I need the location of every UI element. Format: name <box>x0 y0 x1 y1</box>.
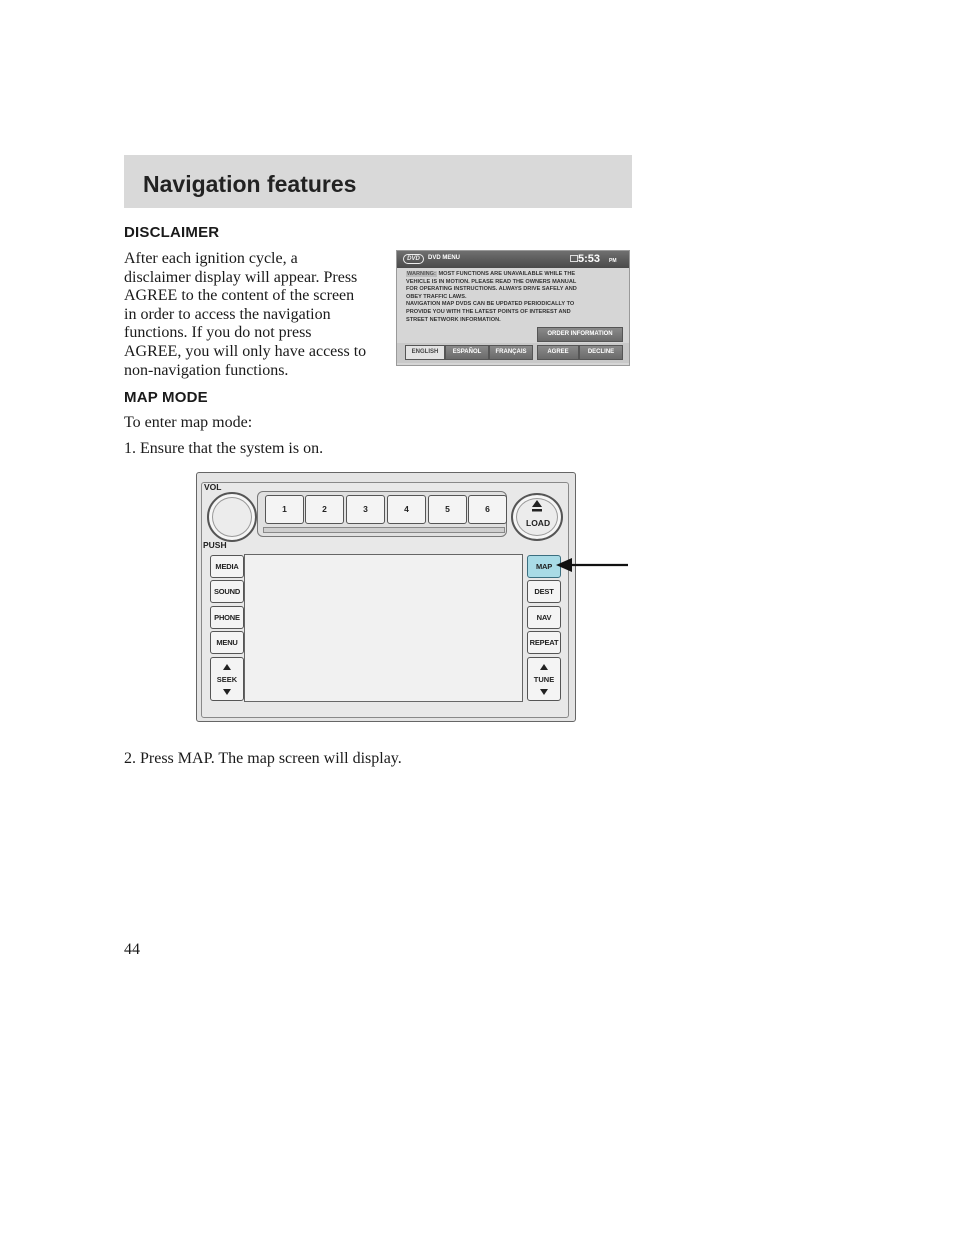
seek-button[interactable] <box>210 657 244 701</box>
map-button[interactable]: MAP <box>527 555 561 578</box>
screen-clock: 5:53 <box>578 253 601 265</box>
agree-button[interactable]: AGREE <box>537 345 579 360</box>
warning-line: OBEY TRAFFIC LAWS. <box>406 293 467 300</box>
warning-line: FOR OPERATING INSTRUCTIONS. ALWAYS DRIVE SAFELY AND <box>406 286 577 293</box>
seek-down-icon <box>223 689 231 695</box>
screen-clock-ampm: PM <box>609 258 617 264</box>
tune-label: TUNE <box>533 675 555 684</box>
warning-text <box>406 271 624 324</box>
screen-title: DVD MENU <box>428 255 461 261</box>
arrow-pointer-icon <box>556 557 628 573</box>
repeat-button[interactable]: REPEAT <box>527 631 561 654</box>
disclaimer-screen-illustration <box>396 250 630 366</box>
page-number: 44 <box>124 941 140 958</box>
disc-slot <box>263 527 505 533</box>
warning-label: WARNING: <box>407 271 436 277</box>
language-english-button[interactable]: ENGLISH <box>405 345 445 360</box>
order-information-button[interactable]: ORDER INFORMATION <box>537 327 623 342</box>
phone-button[interactable]: PHONE <box>210 606 244 629</box>
preset-1-button[interactable]: 1 <box>265 495 304 524</box>
disclaimer-paragraph <box>124 250 386 380</box>
map-mode-step-1: 1. Ensure that the system is on. <box>124 440 324 457</box>
preset-2-button[interactable]: 2 <box>305 495 344 524</box>
display-screen <box>244 554 523 702</box>
warning-line: PROVIDE YOU WITH THE LATEST POINTS OF INTEREST AND <box>406 308 571 315</box>
sound-button[interactable]: SOUND <box>210 580 244 603</box>
map-mode-heading: MAP MODE <box>124 389 208 406</box>
section-title: Navigation features <box>143 171 357 197</box>
nav-button[interactable]: NAV <box>527 606 561 629</box>
decline-button[interactable]: DECLINE <box>579 345 623 360</box>
tune-down-icon <box>540 689 548 695</box>
seek-label: SEEK <box>216 675 238 684</box>
paragraph-line: disclaimer display will appear. Press <box>124 268 358 286</box>
paragraph-line: in order to access the navigation <box>124 305 331 323</box>
signal-icon <box>570 255 578 262</box>
preset-6-button[interactable]: 6 <box>468 495 507 524</box>
map-mode-step-2: 2. Press MAP. The map screen will display. <box>124 750 402 767</box>
preset-3-button[interactable]: 3 <box>346 495 385 524</box>
disclaimer-heading: DISCLAIMER <box>124 224 220 241</box>
warning-line: NAVIGATION MAP DVDS CAN BE UPDATED PERIODICALLY TO <box>406 301 575 308</box>
paragraph-line: functions. If you do not press <box>124 324 312 342</box>
warning-line: STREET NETWORK INFORMATION. <box>406 316 501 323</box>
warning-line-text: MOST FUNCTIONS ARE UNAVAILABLE WHILE THE <box>436 271 576 277</box>
push-label: PUSH <box>203 540 227 550</box>
paragraph-line: AGREE to the content of the screen <box>124 287 355 305</box>
eject-icon <box>532 500 542 512</box>
tune-button[interactable] <box>527 657 561 701</box>
paragraph-line: AGREE, you will only have access to <box>124 342 367 360</box>
language-francais-button[interactable]: FRANÇAIS <box>489 345 533 360</box>
volume-knob[interactable] <box>207 492 257 542</box>
seek-up-icon <box>223 664 231 670</box>
menu-button[interactable]: MENU <box>210 631 244 654</box>
language-espanol-button[interactable]: ESPAÑOL <box>445 345 489 360</box>
dest-button[interactable]: DEST <box>527 580 561 603</box>
paragraph-line: After each ignition cycle, a <box>124 250 298 267</box>
warning-line: VEHICLE IS IN MOTION. PLEASE READ THE OWNERS MANUAL <box>406 278 577 285</box>
media-button[interactable]: MEDIA <box>210 555 244 578</box>
tune-up-icon <box>540 664 548 670</box>
warning-line <box>406 271 624 279</box>
paragraph-line: non-navigation functions. <box>124 361 289 379</box>
map-mode-intro: To enter map mode: <box>124 414 253 431</box>
load-label: LOAD <box>526 518 551 528</box>
dvd-logo: DVD <box>403 254 424 264</box>
preset-4-button[interactable]: 4 <box>387 495 426 524</box>
preset-5-button[interactable]: 5 <box>428 495 467 524</box>
vol-label: VOL <box>204 482 222 492</box>
